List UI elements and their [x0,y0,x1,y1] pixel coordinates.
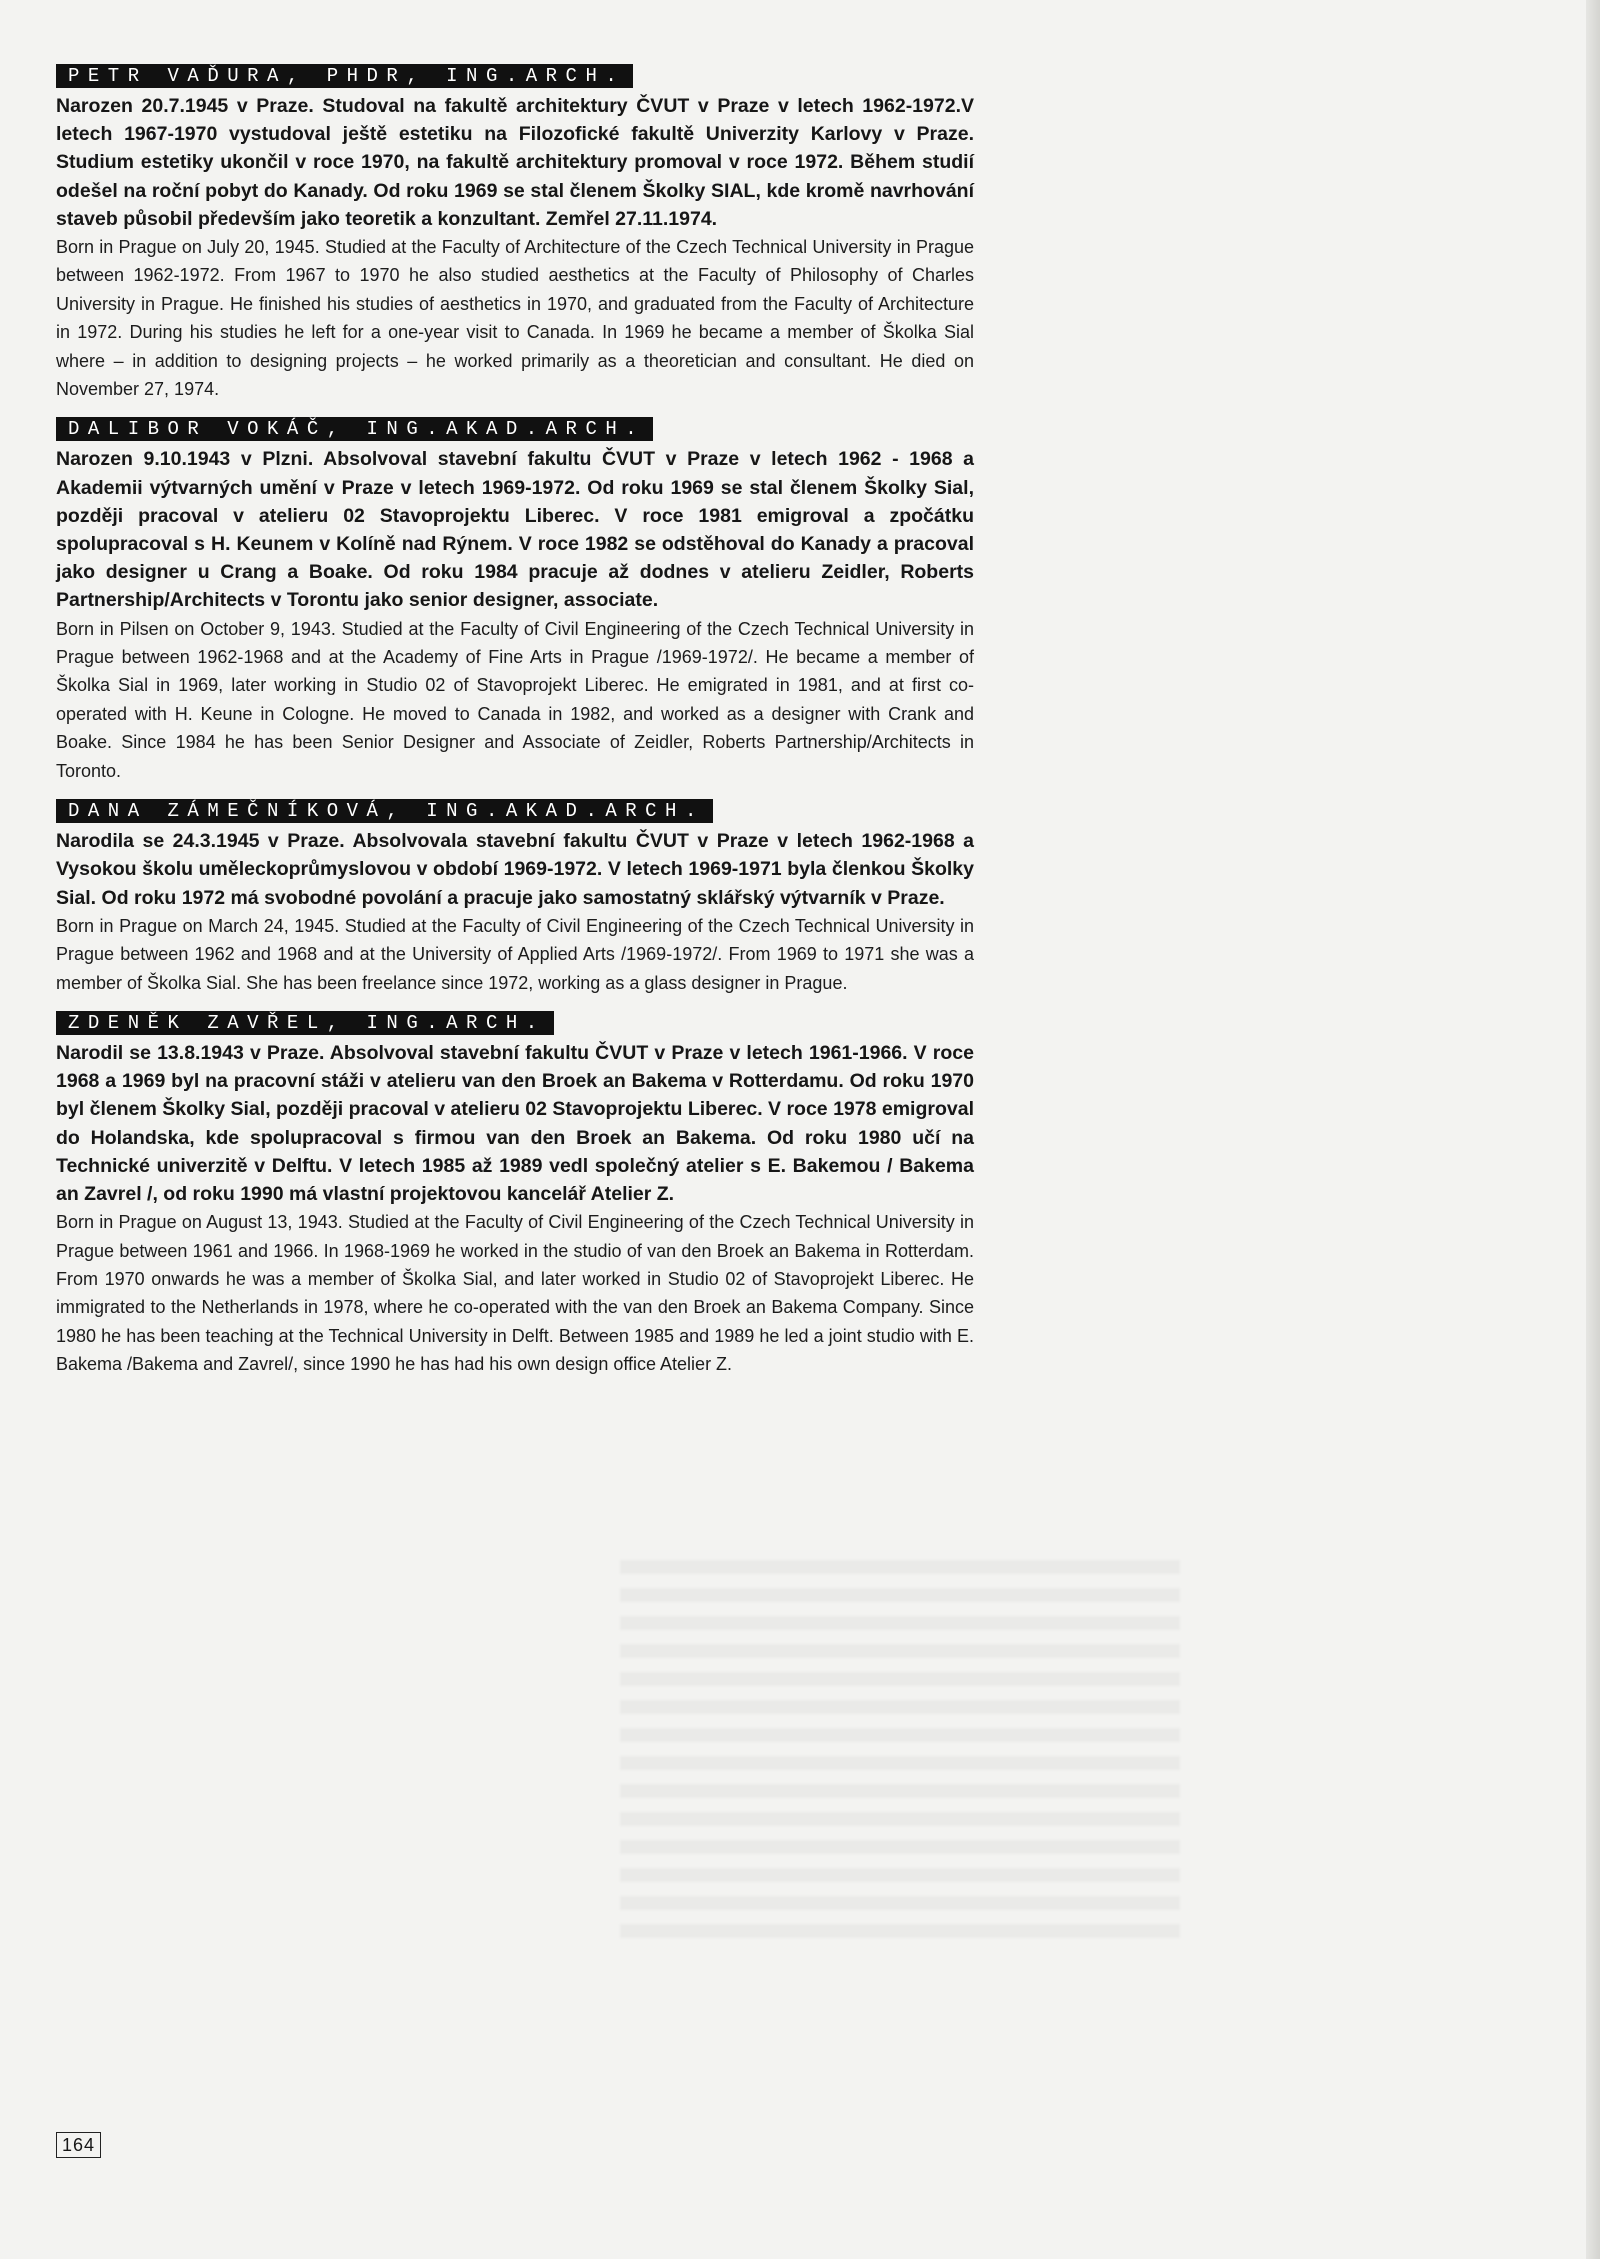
page-edge-shadow [1586,0,1600,2259]
bio-name-heading: PETR VAĎURA, PHDR, ING.ARCH. [56,64,633,88]
page-number: 164 [56,2132,101,2158]
show-through-bleed [620,1560,1180,1940]
bio-zdenek-zavrel [56,1011,974,1379]
bio-czech-text: Narozen 9.10.1943 v Plzni. Absolvoval stavební fakultu ČVUT v Praze v letech 1962 - 1968 a Akademii výtvarných umění v Praze v letech 1969-1972. Od roku 1969 se stal členem Školky Sial, později pracoval v atelieru 02 Stavoprojektu Liberec. V roce 1981 emigroval a zpočátku spolupracoval s H. Keunem v Kolíně nad Rýnem. V roce 1982 se odstěhoval do Kanady a pracoval jako designer u Crang a Boake. Od roku 1984 pracuje až dodnes v atelieru Zeidler, Roberts Partnership/Architects v Torontu jako senior designer, associate. [56,448,974,612]
bio-czech-text: Narozen 20.7.1945 v Praze. Studoval na fakultě architektury ČVUT v Praze v letech 1962-1972.V letech 1967-1970 vystudoval ještě estetiku na Filozofické fakultě Univerzity Karlovy v Praze. Studium estetiky ukončil v roce 1970, na fakultě architektury promoval v roce 1972. Během studií odešel na roční pobyt do Kanady. Od roku 1969 se stal členem Školky SIAL, kde kromě navrhování staveb působil především jako teoretik a konzultant. Zemřel 27.11.1974. [56,95,974,230]
bio-dalibor-vokac [56,417,974,785]
bio-czech-text: Narodila se 24.3.1945 v Praze. Absolvovala stavební fakultu ČVUT v Praze v letech 1962-1968 a Vysokou školu uměleckoprůmyslovou v období 1969-1972. V letech 1969-1971 byla členkou Školky Sial. Od roku 1972 má svobodné povolání a pracuje jako samostatný sklářský výtvarník v Praze. [56,830,974,909]
bio-dana-zamecnikova [56,799,974,997]
bio-name-heading: DALIBOR VOKÁČ, ING.AKAD.ARCH. [56,417,653,441]
bio-english-text: Born in Prague on March 24, 1945. Studied at the Faculty of Civil Engineering of the Czech Technical University in Prague between 1962 and 1968 and at the University of Applied Arts /1969-1972/. From 1969 to 1971 she was a member of Školka Sial. She has been freelance since 1972, working as a glass designer in Prague. [56,915,974,993]
bio-czech-text: Narodil se 13.8.1943 v Praze. Absolvoval stavební fakultu ČVUT v Praze v letech 1961-1966. V roce 1968 a 1969 byl na pracovní stáži v atelieru van den Broek an Bakema v Rotterdamu. Od roku 1970 byl členem Školky Sial, později pracoval v atelieru 02 Stavoprojektu Liberec. V roce 1978 emigroval do Holandska, kde spolupracoval s firmou van den Broek an Bakema. Od roku 1980 učí na Technické univerzitě v Delftu. V letech 1985 až 1989 vedl společný atelier s E. Bakemou / Bakema an Zavrel /, od roku 1990 má vlastní projektovou kancelář Atelier Z. [56,1041,974,1205]
bio-petr-vadura [56,64,974,403]
bio-name-heading: ZDENĚK ZAVŘEL, ING.ARCH. [56,1011,554,1035]
bio-name-heading: DANA ZÁMEČNÍKOVÁ, ING.AKAD.ARCH. [56,799,713,823]
bio-english-text: Born in Pilsen on October 9, 1943. Studied at the Faculty of Civil Engineering of the Czech Technical University in Prague between 1962-1968 and at the Academy of Fine Arts in Prague /1969-1972/. He became a member of Školka Sial in 1969, later working in Studio 02 of Stavoprojekt Liberec. He emigrated in 1981, and at first co-operated with H. Keune in Cologne. He moved to Canada in 1982, and worked as a designer with Crank and Boake. Since 1984 he has been Senior Designer and Associate of Zeidler, Roberts Partnership/Architects in Toronto. [56,618,974,781]
bio-english-text: Born in Prague on August 13, 1943. Studied at the Faculty of Civil Engineering of the Czech Technical University in Prague between 1961 and 1966. In 1968-1969 he worked in the studio of van den Broek an Bakema in Rotterdam. From 1970 onwards he was a member of Školka Sial, and later worked in Studio 02 of Stavoprojekt Liberec. He immigrated to the Netherlands in 1978, where he co-operated with the van den Broek an Bakema Company. Since 1980 he has been teaching at the Technical University in Delft. Between 1985 and 1989 he led a joint studio with E. Bakema /Bakema and Zavrel/, since 1990 he has had his own design office Atelier Z. [56,1212,974,1375]
biographies [56,64,974,1393]
bio-english-text: Born in Prague on July 20, 1945. Studied at the Faculty of Architecture of the Czech Technical University in Prague between 1962-1972. From 1967 to 1970 he also studied aesthetics at the Faculty of Philosophy of Charles University in Prague. He finished his studies of aesthetics in 1970, and graduated from the Faculty of Architecture in 1972. During his studies he left for a one-year visit to Canada. In 1969 he became a member of Školka Sial where – in addition to designing projects – he worked primarily as a theoretician and consultant. He died on November 27, 1974. [56,237,974,400]
